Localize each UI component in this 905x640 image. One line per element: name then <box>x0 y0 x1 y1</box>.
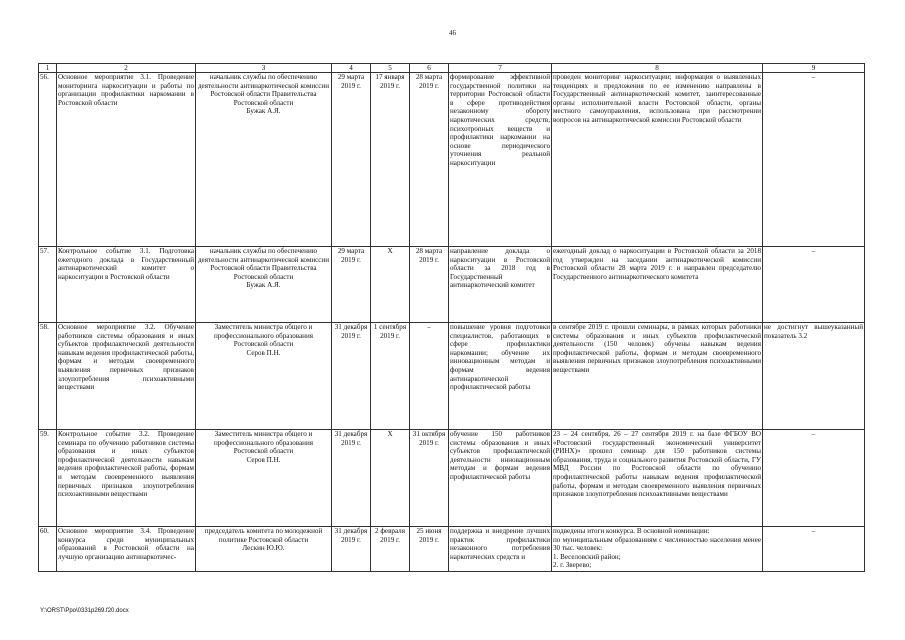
column-number: 2 <box>57 64 196 73</box>
row-number: 58. <box>39 323 57 430</box>
row-number: 57. <box>39 247 57 323</box>
start-date-cell: 1 сентября 2019 г. <box>371 323 410 430</box>
column-number: 1 <box>39 64 57 73</box>
table-row <box>39 323 865 430</box>
plan-date-cell: 31 декабря 2019 г. <box>332 430 371 527</box>
expected-result-cell: формирование эффективной государственной политики на территории Ростовской области в сфере противодействия незаконному обороту наркотических средств, психотропных веществ и профилактики наркомании на основе периодического уточнения реальной наркоситуации <box>449 73 552 247</box>
note-cell: – <box>763 430 865 527</box>
start-date-cell: 2 февраля 2019 г. <box>371 527 410 572</box>
plan-date-cell: 29 марта 2019 г. <box>332 73 371 247</box>
note-cell: не достигнут вышеуказанный показатель 3.2 <box>763 323 865 430</box>
footer-file-path: Y:\ORST\Ppo\0331p269.f20.docx <box>40 608 129 614</box>
column-number: 3 <box>196 64 332 73</box>
event-cell: Контрольное событие 3.2. Проведение семинара по обучению работников системы образования и иных субъектов профилактической деятельности навыкам ведения профилактической работы, формам и методам своевременного выявления первичных признаков злоупотребления психоактивными веществами <box>57 430 196 527</box>
column-number: 7 <box>449 64 552 73</box>
actual-result-cell: ежегодный доклад о наркоситуации в Ростовской области за 2018 год утвержден на заседании антинаркотической комиссии Ростовской области 28 марта 2019 г. и направлен председателю Государственного антинаркотического комитета <box>552 247 763 323</box>
executor-cell: начальник службы по обеспечению деятельности антинаркотической комиссии Ростовской области Правительства Ростовской области Бужак А.Я. <box>196 247 332 323</box>
expected-result-cell: повышение уровня подготовки специалистов, работающих в сфере профилактики наркомании; обучение их инновационным методам и формам ведения антинаркотической профилактической работы <box>449 323 552 430</box>
plan-date-cell: 31 декабря 2019 г. <box>332 323 371 430</box>
table-row <box>39 73 865 247</box>
page-number: 46 <box>449 29 456 37</box>
executor-cell: начальник службы по обеспечению деятельности антинаркотической комиссии Ростовской области Правительства Ростовской области Бужак А.Я. <box>196 73 332 247</box>
end-date-cell: 31 октября 2019 г. <box>410 430 449 527</box>
actual-result-cell: в сентябре 2019 г. прошли семинары, в рамках которых работники системы образования и иных субъектов профилактической деятельности (150 человек) обучены навыкам ведения профилактической работы, формам и методам своевременного выявления первичных признаков злоупотребления психоактивными веществами <box>552 323 763 430</box>
actual-result-cell: подведены итоги конкурса. В основной номинации: по муниципальным образованиям с численностью населения менее 30 тыс. человек: 1. Веселовский район; 2. г. Зверево; <box>552 527 763 572</box>
end-date-cell: 28 марта 2019 г. <box>410 73 449 247</box>
end-date-cell: 28 марта 2019 г. <box>410 247 449 323</box>
event-cell: Контрольное событие 3.1. Подготовка ежегодного доклада в Государственный антинаркотический комитет о наркоситуации в Ростовской области <box>57 247 196 323</box>
row-number: 60. <box>39 527 57 572</box>
table-row <box>39 247 865 323</box>
event-cell: Основное мероприятие 3.1. Проведение мониторинга наркоситуации и работы по организации профилактики наркомании в Ростовской области <box>57 73 196 247</box>
executor-cell: председатель комитета по молодежной политике Ростовской области Лескин Ю.Ю. <box>196 527 332 572</box>
column-number-row <box>39 64 865 73</box>
column-number: 8 <box>552 64 763 73</box>
report-table <box>38 63 865 572</box>
start-date-cell: Х <box>371 430 410 527</box>
executor-cell: Заместитель министра общего и профессионального образования Ростовской области Серов П.Н. <box>196 430 332 527</box>
actual-result-cell: 23 – 24 сентября, 26 – 27 сентября 2019 г. на базе ФГБОУ ВО «Ростовский государственный экономический университет (РИНХ)» прошел семинар для 150 работников системы образования, труда и социального развития Ростовской области, ГУ МВД России по Ростовской области по обучению профилактической работы навыкам ведения профилактической работы, формам и методам своевременного выявления первичных признаков злоупотребления психоактивными веществами <box>552 430 763 527</box>
actual-result-cell: проведен мониторинг наркоситуации; информация о выявленных тенденциях и предложения по ее изменению направлены в Государственный антинаркотический комитет, заинтересованные органы исполнительной власти Ростовской области, органы местного самоуправления, использована при рассмотрении вопросов на антинаркотической комиссии Ростовской области <box>552 73 763 247</box>
end-date-cell: 25 июня 2019 г. <box>410 527 449 572</box>
expected-result-cell: направление доклада о наркоситуации в Ростовской области за 2018 год в Государственный антинаркотический комитет <box>449 247 552 323</box>
executor-cell: Заместитель министра общего и профессионального образования Ростовской области Серов П.Н. <box>196 323 332 430</box>
row-number: 59. <box>39 430 57 527</box>
expected-result-cell: обучение 150 работников системы образования и иных субъектов профилактической деятельности инновационным методам и формам ведения профилактической работы <box>449 430 552 527</box>
note-cell: – <box>763 73 865 247</box>
table-row <box>39 430 865 527</box>
row-number: 56. <box>39 73 57 247</box>
start-date-cell: 17 января 2019 г. <box>371 73 410 247</box>
end-date-cell: – <box>410 323 449 430</box>
note-cell: – <box>763 247 865 323</box>
plan-date-cell: 29 марта 2019 г. <box>332 247 371 323</box>
table-row <box>39 527 865 572</box>
event-cell: Основное мероприятие 3.2. Обучение работников системы образования и иных субъектов профилактической деятельности навыкам ведения профилактической работы, формам и методам своевременного выявления первичных признаков злоупотребления психоактивными веществами <box>57 323 196 430</box>
expected-result-cell: поддержка и внедрение лучших практик профилактики незаконного потребления наркотических средств и <box>449 527 552 572</box>
note-cell: – <box>763 527 865 572</box>
column-number: 9 <box>763 64 865 73</box>
column-number: 5 <box>371 64 410 73</box>
event-cell: Основное мероприятие 3.4. Проведение конкурса среди муниципальных образований в Ростовской области на лучшую организацию антинаркотичес- <box>57 527 196 572</box>
plan-date-cell: 31 декабря 2019 г. <box>332 527 371 572</box>
start-date-cell: Х <box>371 247 410 323</box>
column-number: 4 <box>332 64 371 73</box>
column-number: 6 <box>410 64 449 73</box>
